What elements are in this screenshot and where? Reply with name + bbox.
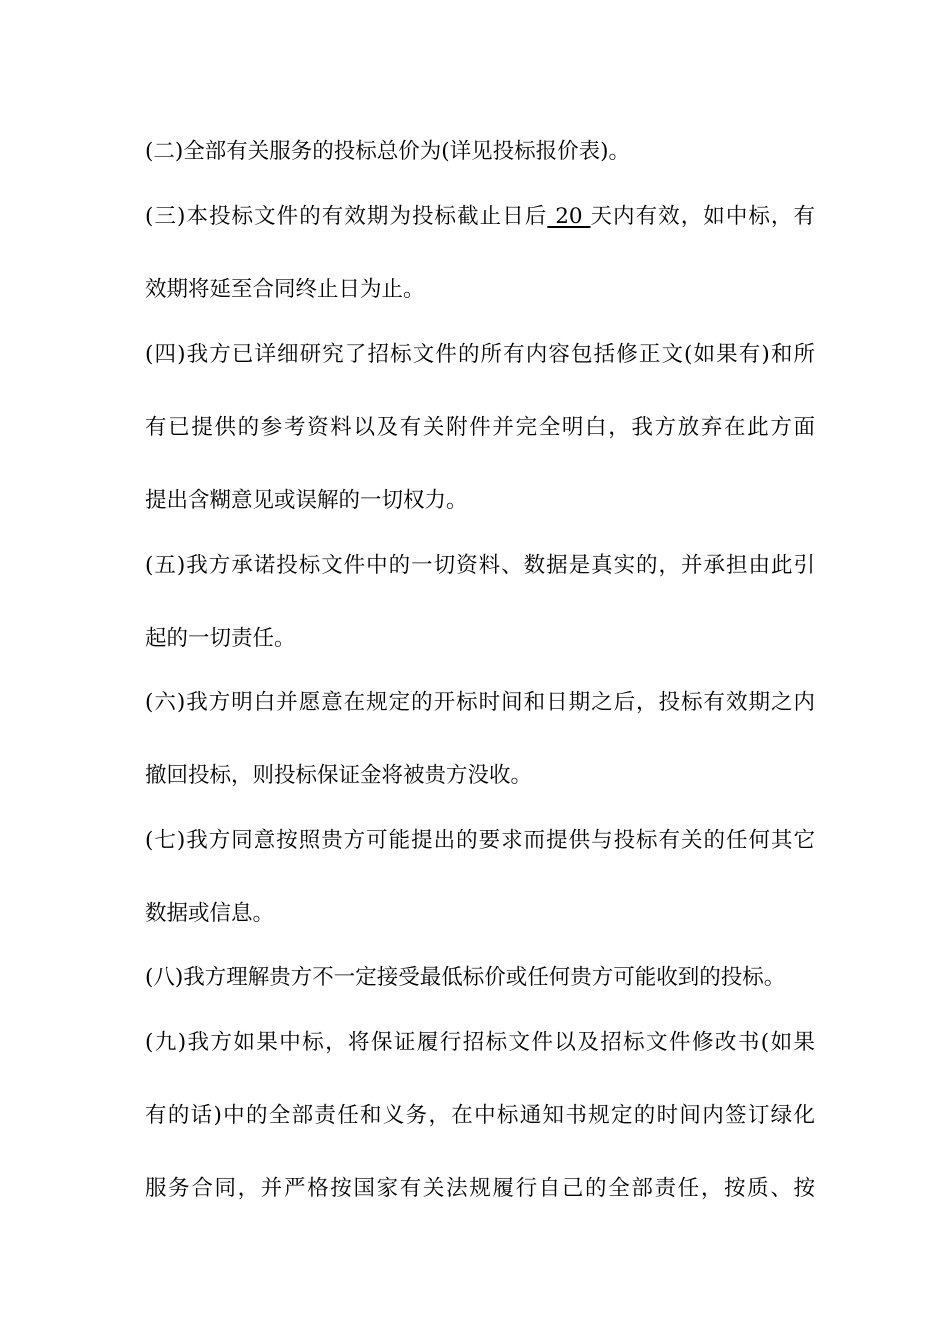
paragraph-7-line-1: (七)我方同意按照贵方可能提出的要求而提供与投标有关的任何其它: [145, 828, 815, 853]
paragraph-9-line-1: (九)我方如果中标，将保证履行招标文件以及招标文件修改书(如果: [145, 1030, 815, 1055]
paragraph-9-line-3: 服务合同，并严格按国家有关法规履行自己的全部责任，按质、按: [145, 1176, 815, 1201]
paragraph-5-line-1: (五)我方承诺投标文件中的一切资料、数据是真实的，并承担由此引: [145, 553, 815, 578]
paragraph-4-line-3: 提出含糊意见或误解的一切权力。: [145, 488, 468, 513]
paragraph-9-line-2: 有的话)中的全部责任和义务，在中标通知书规定的时间内签订绿化: [145, 1103, 815, 1128]
paragraph-5-line-2: 起的一切责任。: [145, 626, 296, 651]
paragraph-4-line-2: 有已提供的参考资料以及有关附件并完全明白，我方放弃在此方面: [145, 415, 815, 440]
paragraph-8-line-1: (八)我方理解贵方不一定接受最低标价或任何贵方可能收到的投标。: [145, 965, 786, 990]
paragraph-4-line-1: (四)我方已详细研究了招标文件的所有内容包括修正文(如果有)和所: [145, 342, 815, 367]
paragraph-3-line-1: [145, 202, 815, 232]
paragraph-6-line-1: (六)我方明白并愿意在规定的开标时间和日期之后，投标有效期之内: [145, 690, 815, 715]
paragraph-3-text-before: (三)本投标文件的有效期为投标截止日后: [145, 204, 548, 229]
validity-days-blank: 20: [547, 204, 591, 229]
paragraph-7-line-2: 数据或信息。: [145, 901, 275, 926]
paragraph-3-line-2: 效期将延至合同终止日为止。: [145, 277, 425, 302]
paragraph-6-line-2: 撤回投标，则投标保证金将被贵方没收。: [145, 763, 533, 788]
paragraph-2-line-1: (二)全部有关服务的投标总价为(详见投标报价表)。: [145, 139, 631, 164]
paragraph-3-text-after: 天内有效，如中标，有: [590, 204, 815, 229]
